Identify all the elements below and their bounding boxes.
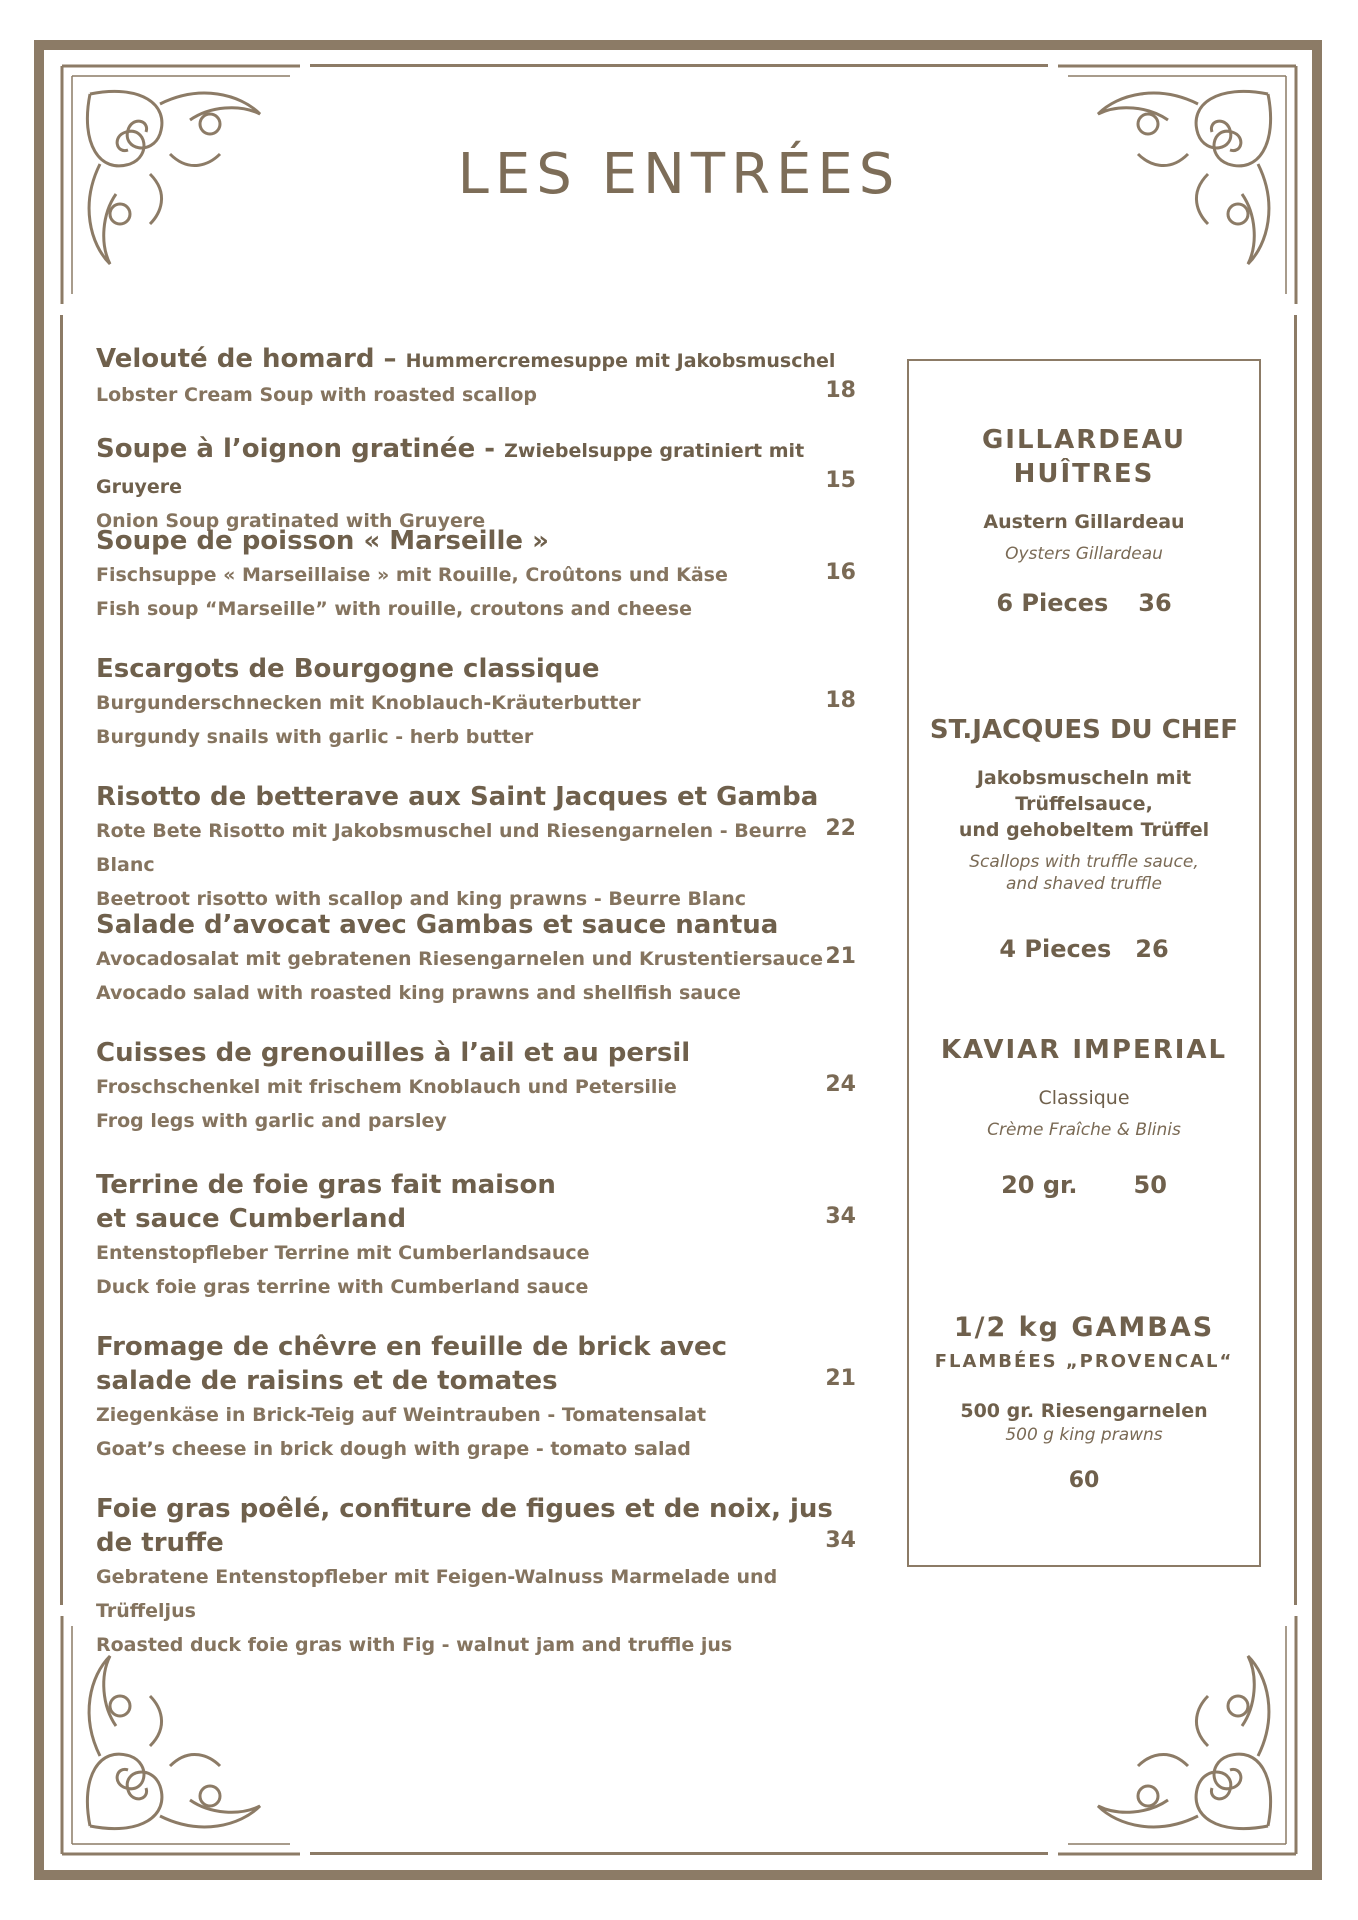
gambas-price: 60	[1068, 1468, 1100, 1493]
item-name-fr: Terrine de foie gras fait maison	[96, 1170, 556, 1200]
scallops-section	[909, 713, 1259, 963]
item-description-en: Frog legs with garlic and parsley	[96, 1110, 447, 1132]
menu-item	[96, 432, 856, 538]
item-price: 24	[825, 1072, 856, 1097]
right-inner-line	[1294, 315, 1297, 1605]
item-price: 16	[825, 560, 856, 585]
item-description-en: Lobster Cream Soup with roasted scallop	[96, 384, 538, 406]
item-description-en: Duck foie gras terrine with Cumberland sauce	[96, 1276, 589, 1298]
caviar-description-en: Crème Fraîche & Blinis	[987, 1120, 1181, 1140]
item-name-fr: Salade d’avocat avec Gambas et sauce nantua	[96, 910, 779, 940]
item-description-de: Burgunderschnecken mit Knoblauch-Kräuterbutter	[96, 692, 641, 714]
left-inner-line	[60, 315, 63, 1605]
page-title: LES ENTRÉES	[457, 142, 901, 207]
scallops-description-en-line1: Scallops with truffle sauce,	[969, 852, 1199, 872]
scallops-quantity: 4 Pieces	[999, 935, 1112, 963]
item-name-fr: Foie gras poêlé, confiture de figues et de noix, jus de truffe	[96, 1494, 833, 1558]
gambas-description-de: 500 gr. Riesengarnelen	[960, 1400, 1208, 1422]
item-description-de: Entenstopfleber Terrine mit Cumberlandsauce	[96, 1242, 590, 1264]
specials-box	[907, 359, 1261, 1567]
item-price: 34	[825, 1528, 856, 1553]
gambas-heading: 1/2 kg GAMBAS	[953, 1312, 1215, 1343]
gambas-section	[909, 1311, 1259, 1493]
item-separator: –	[374, 344, 406, 374]
menu-item	[96, 652, 856, 754]
oysters-quantity: 6 Pieces	[996, 589, 1109, 617]
item-name-fr: Velouté de homard	[96, 344, 375, 374]
item-price: 15	[825, 468, 856, 493]
item-price: 21	[825, 944, 856, 969]
item-description-en: Burgundy snails with garlic - herb butter	[96, 726, 534, 748]
gambas-description-en: 500 g king prawns	[1005, 1425, 1163, 1445]
scallops-description-de-line1: Jakobsmuscheln mit Trüffelsauce,	[976, 767, 1192, 815]
item-name-fr: Escargots de Bourgogne classique	[96, 654, 600, 684]
item-price: 18	[825, 378, 856, 403]
bottom-inner-line	[310, 1852, 1048, 1855]
scallops-heading: ST.JACQUES DU CHEF	[929, 715, 1239, 745]
oysters-heading-line2: HUÎTRES	[1013, 459, 1155, 489]
caviar-section	[909, 1033, 1259, 1199]
item-description-de: Froschschenkel mit frischem Knoblauch und Petersilie	[96, 1076, 677, 1098]
oysters-section	[909, 423, 1259, 617]
item-name-de: Hummercremesuppe mit Jakobsmuschel	[405, 350, 836, 372]
top-inner-line	[310, 64, 1048, 67]
item-description-de: Gebratene Entenstopfleber mit Feigen-Walnuss Marmelade und Trüffeljus	[96, 1566, 778, 1622]
scallops-price: 26	[1135, 935, 1169, 963]
scallops-description-en-line2: and shaved truffle	[1005, 874, 1163, 894]
item-price: 21	[825, 1366, 856, 1391]
menu-item	[96, 342, 856, 412]
item-price: 34	[825, 1204, 856, 1229]
item-name-fr: Cuisses de grenouilles à l’ail et au persil	[96, 1038, 691, 1068]
item-description-en: Onion Soup gratinated with Gruyere	[96, 510, 486, 532]
oysters-description-de: Austern Gillardeau	[983, 511, 1185, 533]
item-description-en: Beetroot risotto with scallop and king prawns - Beurre Blanc	[96, 888, 747, 910]
item-name-fr-line2: et sauce Cumberland	[96, 1204, 407, 1234]
menu-item	[96, 1168, 856, 1304]
menu-item	[96, 1492, 856, 1662]
caviar-heading: KAVIAR IMPERIAL	[940, 1035, 1228, 1065]
menu-item	[96, 908, 856, 1010]
item-description-en: Goat’s cheese in brick dough with grape - tomato salad	[96, 1438, 691, 1460]
item-price: 18	[825, 688, 856, 713]
menu-item	[96, 1036, 856, 1138]
item-description-de: Avocadosalat mit gebratenen Riesengarnelen und Krustentiersauce	[96, 948, 824, 970]
item-name-fr: Risotto de betterave aux Saint Jacques et Gamba	[96, 782, 819, 812]
item-description-de: Ziegenkäse in Brick-Teig auf Weintrauben - Tomatensalat	[96, 1404, 707, 1426]
caviar-quantity: 20 gr.	[1001, 1171, 1078, 1199]
oysters-description-en: Oysters Gillardeau	[1005, 544, 1163, 564]
caviar-description-de: Classique	[1038, 1087, 1130, 1109]
menu-item	[96, 780, 856, 916]
oysters-price: 36	[1138, 589, 1172, 617]
item-description-en: Roasted duck foie gras with Fig - walnut jam and truffle jus	[96, 1634, 733, 1656]
item-separator: -	[475, 434, 505, 464]
item-description-en: Avocado salad with roasted king prawns and shellfish sauce	[96, 982, 741, 1004]
oysters-heading-line1: GILLARDEAU	[981, 425, 1187, 455]
item-name-de: Zwiebelsuppe gratiniert mit Gruyere	[96, 440, 805, 498]
item-description-de: Fischsuppe « Marseillaise » mit Rouille, Croûtons und Käse	[96, 564, 728, 586]
caviar-price: 50	[1133, 1171, 1167, 1199]
menu-item	[96, 524, 856, 626]
ornament-bottom-right	[1058, 1616, 1298, 1856]
menu-item	[96, 1330, 856, 1466]
item-description-de: Rote Bete Risotto mit Jakobsmuschel und Riesengarnelen - Beurre Blanc	[96, 820, 807, 876]
item-name-fr: Fromage de chêvre en feuille de brick avec	[96, 1332, 728, 1362]
item-name-fr: Soupe de poisson « Marseille »	[96, 526, 549, 556]
item-price: 22	[825, 816, 856, 841]
item-name-fr: Soupe à l’oignon gratinée	[96, 434, 476, 464]
gambas-subheading: FLAMBÉES „PROVENCAL“	[934, 1351, 1234, 1372]
item-description-en: Fish soup “Marseille” with rouille, croutons and cheese	[96, 598, 692, 620]
scallops-description-de-line2: und gehobeltem Trüffel	[958, 819, 1210, 841]
item-name-fr-line2: salade de raisins et de tomates	[96, 1366, 558, 1396]
